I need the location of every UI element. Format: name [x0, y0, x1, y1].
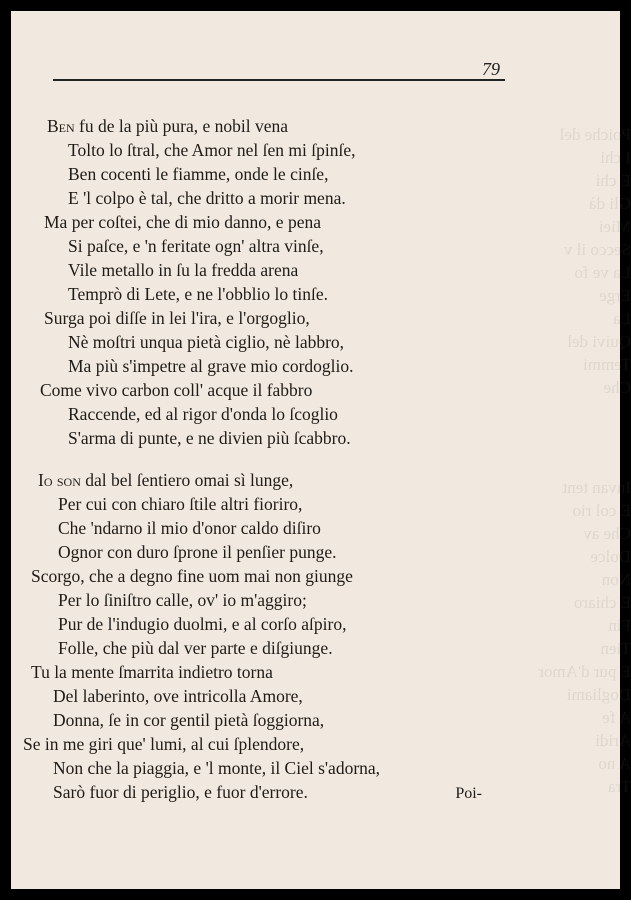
verse-line: Come vivo carbon coll' acque il fabbro [40, 380, 313, 400]
book-page [11, 11, 631, 889]
sonnet-two [11, 11, 620, 889]
verse-line: Raccende, ed al rigor d'onda lo ſcoglio [68, 404, 338, 424]
verse-line: Folle, che più dal ver parte e diſgiunge. [58, 638, 333, 658]
verse-line: Pur de l'indugio duolmi, e al corſo aſpiro, [58, 614, 347, 634]
initial-word: Io son [38, 470, 81, 490]
initial-word: Ben [47, 116, 75, 136]
verse-line: Donna, ſe in cor gentil pietà ſoggiorna, [53, 710, 325, 730]
verse-line: Tolto lo ſtral, che Amor nel ſen mi ſpinſe, [68, 140, 356, 160]
verse-line: Che 'ndarno il mio d'onor caldo diſiro [58, 518, 321, 538]
verse-line: Io son dal bel ſentiero omai sì lunge, [38, 470, 294, 490]
verse-line: Vile metallo in ſu la fredda arena [68, 260, 299, 280]
verse-line: S'arma di punte, e ne divien più ſcabbro. [68, 428, 351, 448]
page-number: 79 [482, 59, 500, 79]
verse-line: Del laberinto, ove intricolla Amore, [53, 686, 303, 706]
verse-line: Se in me giri que' lumi, al cui ſplendore, [23, 734, 305, 754]
verse-line: Non che la piaggia, e 'l monte, il Ciel s'adorna, [53, 758, 381, 778]
verse-line: Ognor con duro ſprone il penſier punge. [58, 542, 337, 562]
verse-line: Per cui con chiaro ſtile altri fioriro, [58, 494, 303, 514]
show-through-text-2: Invan tent E col rio Che av Dolce Non E chiaro Fin Tien E pur d'Amor Dogliami A fe Aridi A no Tra [538, 478, 631, 796]
verse-line: Ben fu de la più pura, e nobil vena [47, 116, 289, 136]
catchword: Poi- [455, 785, 482, 802]
verse-line: Tu la mente ſmarrita indietro torna [31, 662, 273, 682]
verse-line: Ma per coſtei, che di mio danno, e pena [44, 212, 321, 232]
verse-line: Si paſce, e 'n feritate ogn' altra vinſe, [68, 236, 324, 256]
verse-line: Temprò di Lete, e ne l'obblio lo tinſe. [68, 284, 328, 304]
verse-line: Nè moſtri unqua pietà ciglio, nè labbro, [68, 332, 345, 352]
verse-line: Ma più s'impetre al grave mio cordoglio. [68, 356, 354, 376]
verse-line: Sarò fuor di periglio, e fuor d'errore. [53, 782, 308, 802]
verse-line: Per lo ſiniſtro calle, ov' io m'aggiro; [58, 590, 307, 610]
show-through-text: Poiche del I chi E chi Gli dà Miei Secco il v La ve fo Erge La Quivi del Temmi Che [559, 125, 631, 397]
verse-line: E 'l colpo è tal, che dritto a morir mena. [68, 188, 346, 208]
verse-line: Scorgo, che a degno fine uom mai non giunge [31, 566, 353, 586]
verse-line: Surga poi diſſe in lei l'ira, e l'orgoglio, [44, 308, 310, 328]
verse-line: Ben cocenti le fiamme, onde le cinſe, [68, 164, 329, 184]
